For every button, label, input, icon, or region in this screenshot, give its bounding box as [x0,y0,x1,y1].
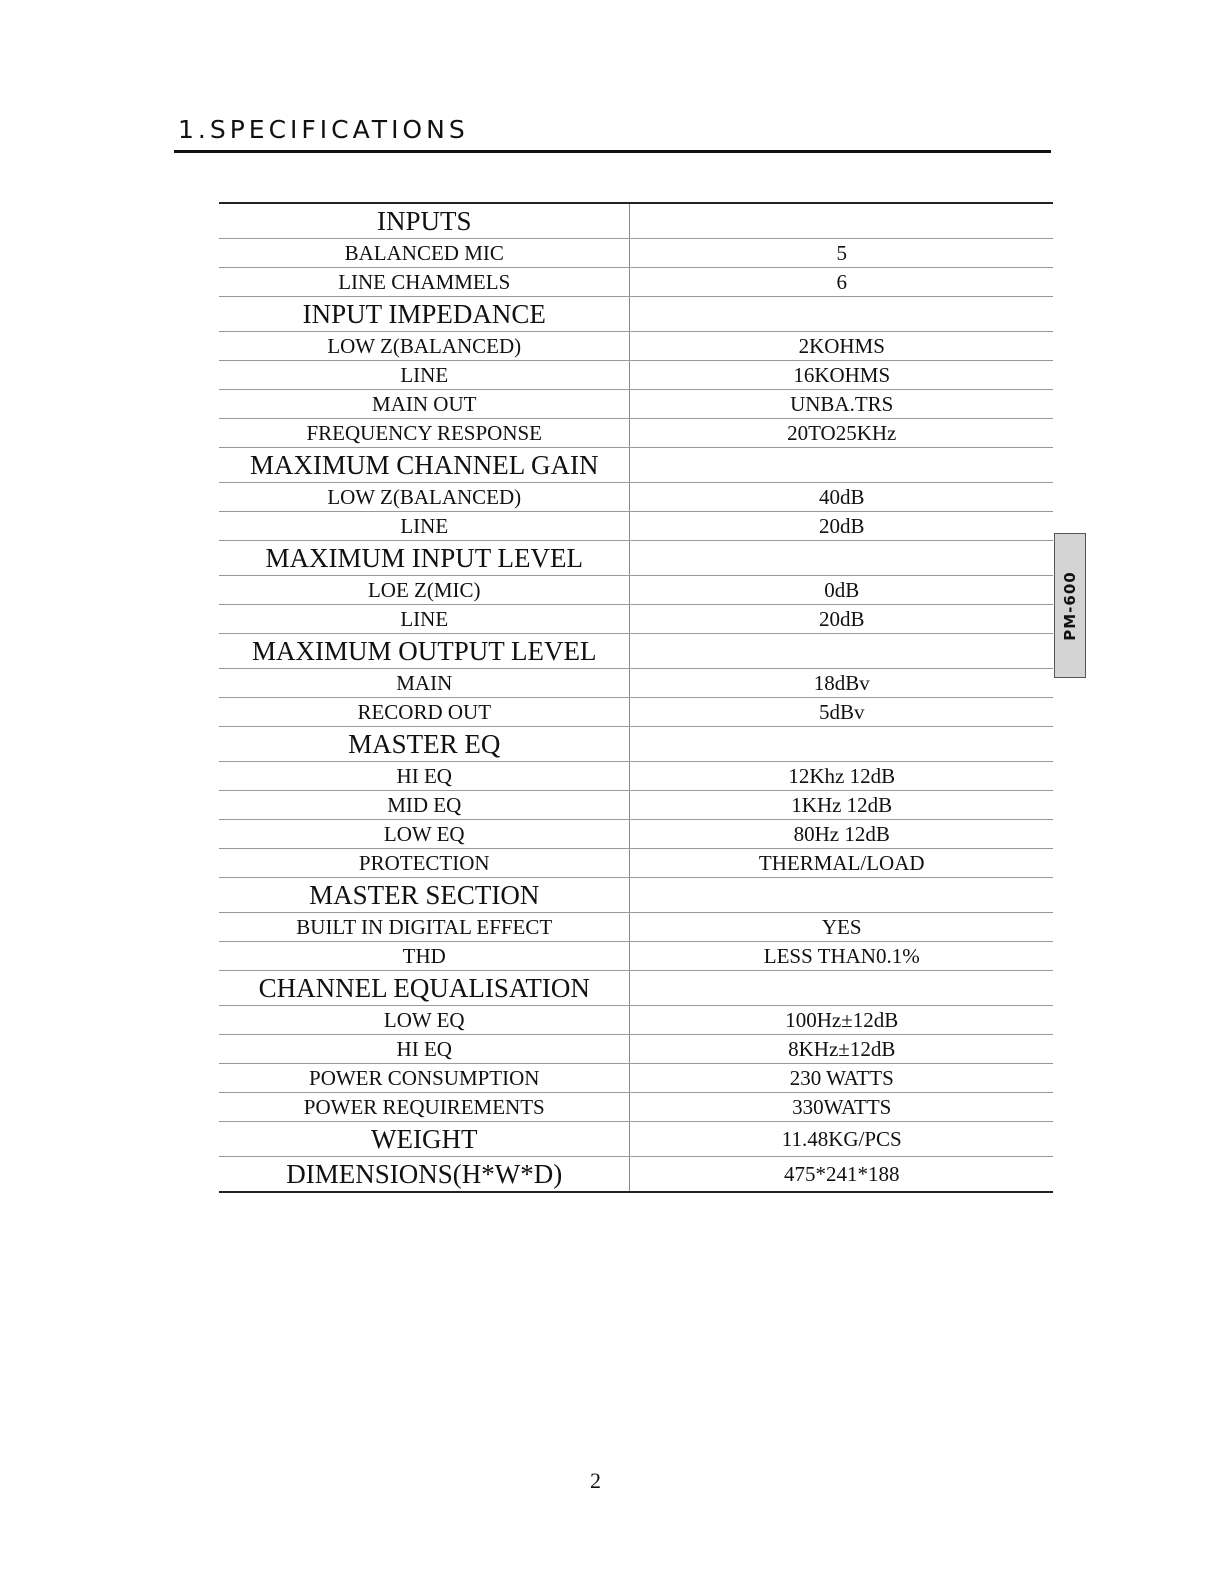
spec-value: 6 [630,268,1053,297]
spec-value: 0dB [630,576,1053,605]
spec-value: 2KOHMS [630,332,1053,361]
side-tab-label: PM-600 [1061,570,1079,641]
spec-label: INPUTS [219,203,630,239]
spec-label: HI EQ [219,762,630,791]
spec-value [630,878,1053,913]
spec-section-row [219,297,1053,332]
spec-section-row [219,1122,1053,1157]
spec-label: BALANCED MIC [219,239,630,268]
spec-value: 20dB [630,512,1053,541]
spec-label: MASTER EQ [219,727,630,762]
specifications-table [219,202,1053,1193]
spec-value: 330WATTS [630,1093,1053,1122]
spec-value: 100Hz±12dB [630,1006,1053,1035]
spec-label: MAXIMUM OUTPUT LEVEL [219,634,630,669]
spec-label: HI EQ [219,1035,630,1064]
spec-row [219,390,1053,419]
spec-value: YES [630,913,1053,942]
spec-value: 80Hz 12dB [630,820,1053,849]
spec-label: WEIGHT [219,1122,630,1157]
spec-value: 11.48KG/PCS [630,1122,1053,1157]
spec-section-row [219,727,1053,762]
spec-label: LOW Z(BALANCED) [219,483,630,512]
spec-value: 16KOHMS [630,361,1053,390]
spec-row [219,913,1053,942]
spec-value [630,541,1053,576]
spec-value [630,727,1053,762]
spec-row [219,849,1053,878]
spec-label: MAIN OUT [219,390,630,419]
spec-value: 5dBv [630,698,1053,727]
spec-section-row [219,634,1053,669]
spec-row [219,268,1053,297]
spec-label: MASTER SECTION [219,878,630,913]
spec-label: MAXIMUM INPUT LEVEL [219,541,630,576]
spec-label: MAIN [219,669,630,698]
spec-label: THD [219,942,630,971]
spec-row [219,419,1053,448]
spec-label: LOW Z(BALANCED) [219,332,630,361]
spec-section-row [219,203,1053,239]
spec-row [219,1006,1053,1035]
spec-row [219,791,1053,820]
spec-value: 20dB [630,605,1053,634]
spec-value [630,297,1053,332]
spec-label: POWER REQUIREMENTS [219,1093,630,1122]
spec-label: INPUT IMPEDANCE [219,297,630,332]
spec-label: LOW EQ [219,820,630,849]
spec-value: 40dB [630,483,1053,512]
spec-row [219,239,1053,268]
spec-value: 8KHz±12dB [630,1035,1053,1064]
spec-value [630,634,1053,669]
page-number: 2 [590,1468,601,1493]
spec-value: THERMAL/LOAD [630,849,1053,878]
spec-label: PROTECTION [219,849,630,878]
spec-section-row [219,448,1053,483]
spec-label: LOE Z(MIC) [219,576,630,605]
spec-row [219,1064,1053,1093]
spec-label: BUILT IN DIGITAL EFFECT [219,913,630,942]
spec-row [219,820,1053,849]
spec-label: LINE CHAMMELS [219,268,630,297]
spec-label: MID EQ [219,791,630,820]
spec-section-row [219,1157,1053,1193]
spec-value: 5 [630,239,1053,268]
side-tab [1054,533,1086,678]
spec-label: MAXIMUM CHANNEL GAIN [219,448,630,483]
spec-row [219,361,1053,390]
spec-section-row [219,541,1053,576]
specifications-table-body [219,203,1053,1192]
title-rule [174,150,1051,153]
spec-value: 18dBv [630,669,1053,698]
spec-row [219,576,1053,605]
spec-label: DIMENSIONS(H*W*D) [219,1157,630,1193]
spec-row [219,762,1053,791]
spec-row [219,1093,1053,1122]
spec-value: 1KHz 12dB [630,791,1053,820]
spec-label: LINE [219,361,630,390]
section-title: 1.SPECIFICATIONS [178,115,469,144]
spec-value: 230 WATTS [630,1064,1053,1093]
spec-row [219,512,1053,541]
spec-row [219,1035,1053,1064]
spec-value: 12Khz 12dB [630,762,1053,791]
spec-section-row [219,878,1053,913]
spec-value: UNBA.TRS [630,390,1053,419]
spec-row [219,942,1053,971]
spec-label: LINE [219,605,630,634]
spec-label: LOW EQ [219,1006,630,1035]
spec-row [219,698,1053,727]
spec-label: CHANNEL EQUALISATION [219,971,630,1006]
spec-value [630,971,1053,1006]
spec-value: 20TO25KHz [630,419,1053,448]
spec-label: RECORD OUT [219,698,630,727]
spec-value: 475*241*188 [630,1157,1053,1193]
spec-row [219,605,1053,634]
spec-label: FREQUENCY RESPONSE [219,419,630,448]
spec-row [219,483,1053,512]
spec-row [219,669,1053,698]
spec-label: POWER CONSUMPTION [219,1064,630,1093]
spec-value [630,448,1053,483]
spec-section-row [219,971,1053,1006]
spec-value [630,203,1053,239]
spec-label: LINE [219,512,630,541]
spec-row [219,332,1053,361]
spec-value: LESS THAN0.1% [630,942,1053,971]
